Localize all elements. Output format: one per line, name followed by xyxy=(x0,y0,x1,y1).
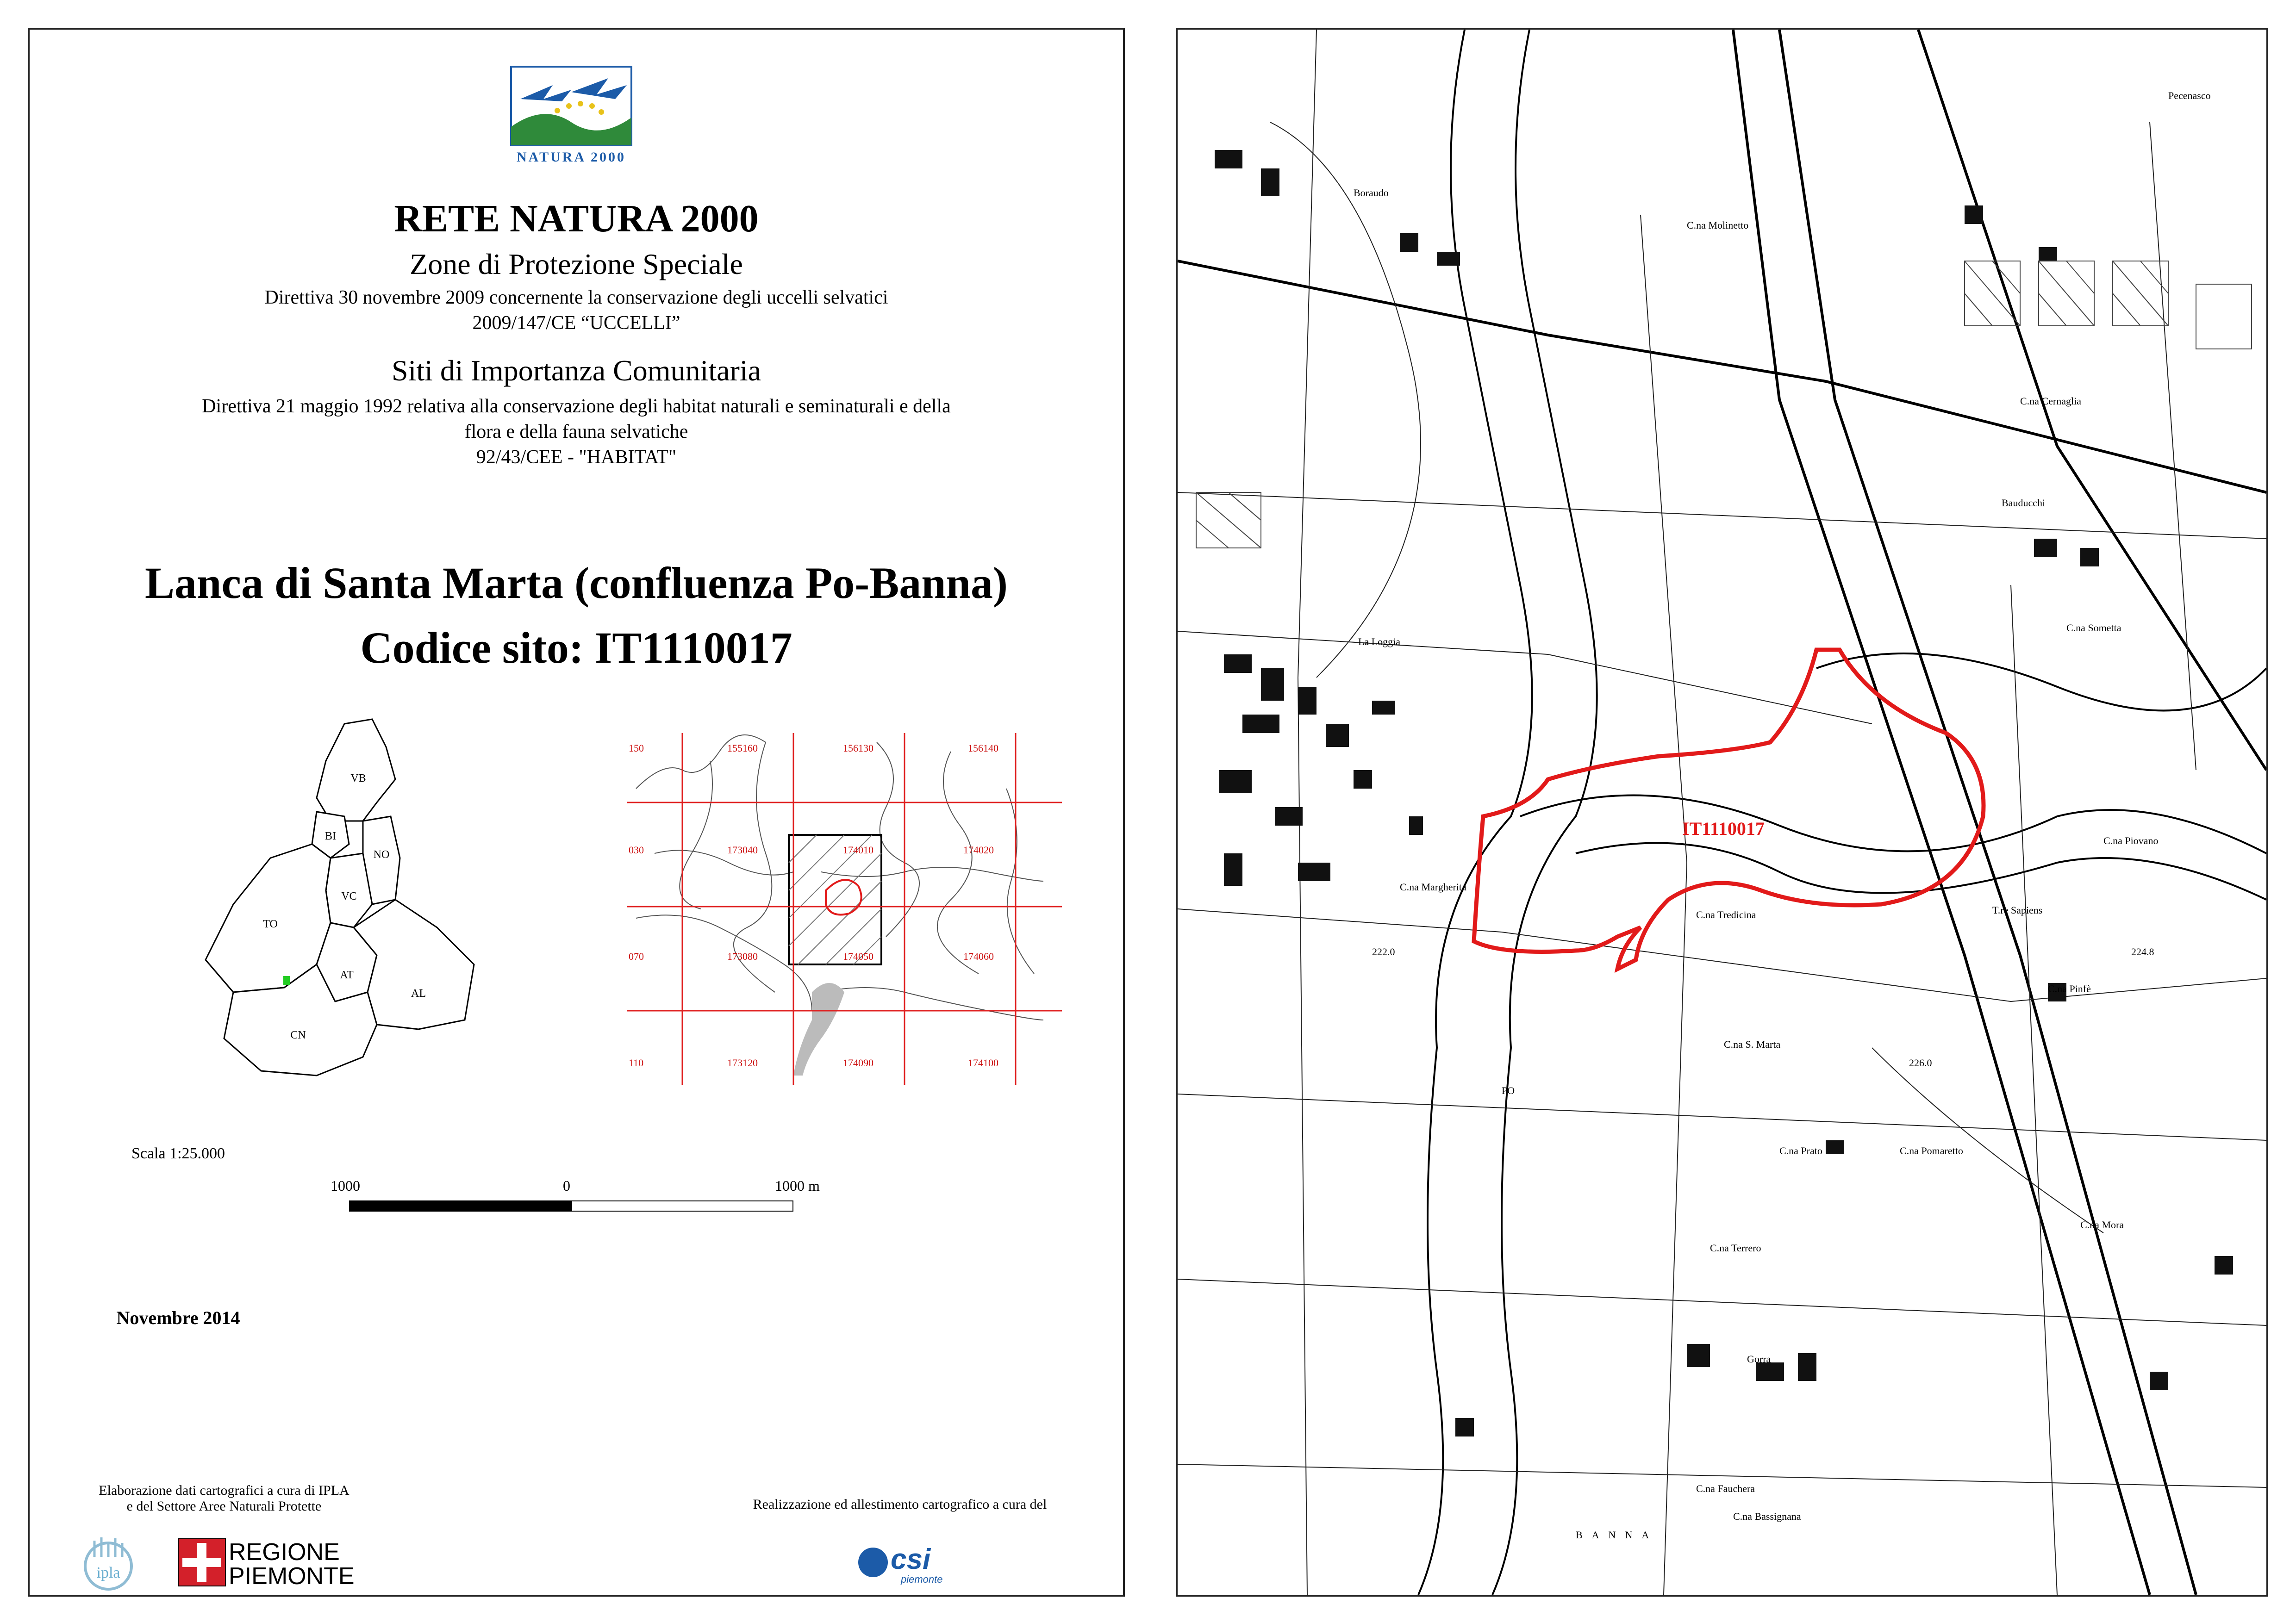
province-label-to: TO xyxy=(263,918,278,930)
place-label: C.na Piovano xyxy=(2103,835,2159,846)
zps-directive-line2: 2009/147/CE “UCCELLI” xyxy=(472,312,680,334)
site-name: Lanca di Santa Marta (confluenza Po-Banna) xyxy=(144,558,1008,608)
natura-2000-logo xyxy=(502,57,641,168)
place-label: C.na Terrero xyxy=(1710,1242,1761,1254)
province-label-bi: BI xyxy=(325,830,336,842)
sic-directive-line3: 92/43/CEE - "HABITAT" xyxy=(476,447,677,468)
grid-label: 173040 xyxy=(727,844,758,856)
elevation-label: 224.8 xyxy=(2131,946,2154,958)
province-label-al: AL xyxy=(411,988,426,1000)
grid-label: 173080 xyxy=(727,951,758,962)
place-label: Gorra xyxy=(1747,1353,1771,1365)
grid-edge-label: 070 xyxy=(629,951,644,962)
zps-directive-line1: Direttiva 30 novembre 2009 concernente la conservazione degli uccelli selvatici xyxy=(264,287,888,308)
ipla-logo-text: ipla xyxy=(96,1564,120,1581)
scale-label: Scala 1:25.000 xyxy=(131,1145,225,1162)
place-label: Pecenasco xyxy=(2168,90,2211,101)
place-label: C.na Cernaglia xyxy=(2020,395,2081,407)
regione-coat-of-arms xyxy=(178,1538,226,1586)
ipla-logo xyxy=(76,1534,141,1594)
grid-label: 156140 xyxy=(968,742,998,754)
csi-logo-text: csi xyxy=(891,1543,931,1575)
credit-ipla-line1: Elaborazione dati cartografici a cura di IPLA xyxy=(99,1483,349,1498)
river-label: PO xyxy=(1502,1085,1515,1096)
zps-title: Zone di Protezione Speciale xyxy=(410,248,743,280)
place-label: C.na Pomaretto xyxy=(1900,1145,1963,1157)
province-label-at: AT xyxy=(340,969,354,981)
csi-logo-sub: piemonte xyxy=(901,1573,943,1585)
scale-right-label: 1000 m xyxy=(775,1177,820,1194)
regione-label-2: PIEMONTE xyxy=(229,1563,355,1590)
province-label-vc: VC xyxy=(341,890,357,902)
credit-ipla-line2: e del Settore Aree Naturali Protette xyxy=(126,1499,322,1514)
urban-area-shape xyxy=(793,983,844,1076)
place-label: C.na Mora xyxy=(2080,1219,2124,1231)
place-label: Boraudo xyxy=(1354,187,1389,199)
province-map xyxy=(178,705,502,1085)
credit-ipla xyxy=(57,1483,391,1514)
place-label: C.na S. Marta xyxy=(1724,1038,1781,1050)
sic-directive-line2: flora e della fauna selvatiche xyxy=(464,421,688,442)
place-label: C.na Molinetto xyxy=(1687,219,1749,231)
place-label: C.na Fauchera xyxy=(1696,1483,1755,1494)
province-label-no: NO xyxy=(373,849,390,861)
sic-directive-line1: Direttiva 21 maggio 1992 relativa alla conservazione degli habitat naturali e seminaturali e della xyxy=(202,396,951,417)
date-label: Novembre 2014 xyxy=(116,1307,240,1328)
page-title: RETE NATURA 2000 xyxy=(394,197,759,240)
grid-label: 155160 xyxy=(727,742,758,754)
regione-label-1: REGIONE xyxy=(229,1539,340,1566)
place-label: C.na Margherita xyxy=(1400,881,1466,893)
grid-edge-label: 150 xyxy=(629,742,644,754)
elevation-label: 226.0 xyxy=(1909,1057,1932,1069)
topo-map-canvas xyxy=(1178,30,2266,1595)
logo-text: NATURA 2000 xyxy=(517,149,626,165)
province-vb xyxy=(317,719,395,821)
site-boundary-inset xyxy=(826,880,861,914)
scale-center-label: 0 xyxy=(563,1177,570,1194)
grid-label: 156130 xyxy=(843,742,873,754)
site-code: Codice sito: IT1110017 xyxy=(360,623,792,672)
place-label: C.na Sometta xyxy=(2066,622,2121,634)
scale-left-label: 1000 xyxy=(331,1177,360,1194)
grid-label: 173120 xyxy=(727,1057,758,1069)
credit-csi: Realizzazione ed allestimento cartografico a cura del xyxy=(753,1497,1047,1512)
place-label: C.na Bassignana xyxy=(1733,1511,1801,1522)
grid-label: 174060 xyxy=(963,951,994,962)
scale-bar xyxy=(331,1177,820,1219)
grid-label: 174090 xyxy=(843,1057,873,1069)
csi-logo xyxy=(858,1543,951,1589)
province-label-cn: CN xyxy=(290,1029,306,1041)
place-label: Bauducchi xyxy=(2002,497,2046,509)
info-panel xyxy=(28,28,1125,1597)
river-label: BANNA xyxy=(1576,1529,1659,1541)
province-label-vb: VB xyxy=(350,772,366,784)
grid-label: 174100 xyxy=(968,1057,998,1069)
grid-label: 174050 xyxy=(843,951,873,962)
grid-label: 174010 xyxy=(843,844,873,856)
topographic-map xyxy=(1176,28,2268,1597)
grid-inset-map xyxy=(627,733,1062,1085)
elevation-label: 222.0 xyxy=(1372,946,1395,958)
grid-edge-label: 030 xyxy=(629,844,644,856)
grid-edge-label: 110 xyxy=(629,1057,644,1069)
place-label: C.na Pinfè xyxy=(2048,983,2091,995)
place-label: T.re Sapiens xyxy=(1992,904,2043,916)
place-label: C.na Tredicina xyxy=(1696,909,1756,920)
site-location-marker xyxy=(283,976,290,985)
regione-piemonte-logo xyxy=(178,1538,372,1589)
csi-swirl-icon xyxy=(858,1548,888,1577)
sic-title: Siti di Importanza Comunitaria xyxy=(391,354,761,387)
place-label: C.na Prato xyxy=(1779,1145,1822,1157)
place-label: La Loggia xyxy=(1358,636,1401,647)
site-map-label: IT1110017 xyxy=(1682,818,1765,839)
grid-label: 174020 xyxy=(963,844,994,856)
